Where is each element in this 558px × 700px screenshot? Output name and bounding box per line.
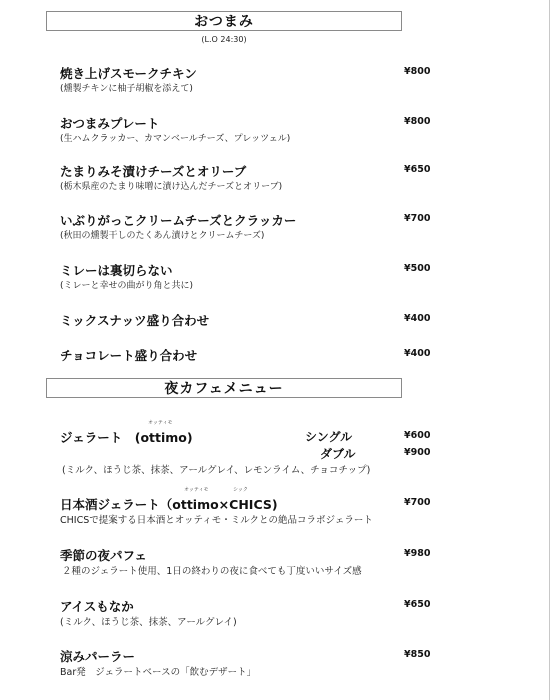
item-price: ¥800 — [404, 116, 431, 127]
ruby-chics: シック — [233, 487, 248, 493]
item-description: Bar発 ジェラートベースの「飲むデザート」 — [60, 667, 257, 678]
ruby-ottimo: オッティモ — [148, 420, 173, 426]
item-price: ¥980 — [404, 548, 431, 559]
item-price: ¥700 — [404, 497, 431, 508]
item-price: ¥400 — [404, 313, 431, 324]
item-name: 季節の夜パフェ — [60, 548, 147, 563]
item-description: (秋田の燻製干しのたくあん漬けとクリームチーズ) — [60, 231, 265, 241]
section-title: 夜カフェメニュー — [164, 381, 284, 397]
item-price: ¥850 — [404, 649, 431, 660]
item-name: たまりみそ漬けチーズとオリーブ — [60, 164, 247, 179]
item-description: (生ハムクラッカー、カマンベールチーズ、プレッツェル) — [60, 134, 291, 144]
item-name: 焼き上げスモークチキン — [60, 66, 197, 81]
item-name: ジェラート (ottimo) — [60, 430, 193, 445]
item-description: ２種のジェラート使用、1日の終わりの夜に食べても丁度いいサイズ感 — [62, 566, 362, 577]
item-description: CHICSで提案する日本酒とオッティモ・ミルクとの絶品コラボジェラート — [60, 515, 373, 526]
item-name: 涼みパーラー — [60, 649, 136, 664]
size-label-single: シングル — [305, 430, 353, 444]
item-description: (燻製チキンに柚子胡椒を添えて) — [60, 84, 193, 94]
item-name: おつまみプレート — [60, 116, 160, 131]
item-price: ¥400 — [404, 348, 431, 359]
item-price: ¥650 — [404, 164, 431, 175]
item-name: いぶりがっこクリームチーズとクラッカー — [60, 213, 297, 228]
last-order-note: (L.O 24:30) — [201, 35, 247, 44]
item-description: (ミレーと幸せの曲がり角と共に) — [60, 281, 194, 291]
size-label-double: ダブル — [320, 447, 356, 461]
item-name: チョコレート盛り合わせ — [60, 348, 198, 363]
item-name: アイスもなか — [60, 599, 134, 614]
item-name: 日本酒ジェラート（ottimo×CHICS) — [60, 497, 278, 512]
page-edge-line — [549, 0, 550, 700]
item-name: ミックスナッツ盛り合わせ — [60, 313, 210, 328]
item-price: ¥700 — [404, 213, 431, 224]
section-header-snacks — [46, 11, 402, 31]
item-price: ¥650 — [404, 599, 431, 610]
section-header-cafe — [46, 378, 402, 398]
section-title: おつまみ — [194, 14, 254, 30]
item-description: (栃木県産のたまり味噌に漬け込んだチーズとオリーブ) — [60, 182, 283, 192]
item-price: ¥800 — [404, 66, 431, 77]
item-description: (ミルク、ほうじ茶、抹茶、アールグレイ、レモンライム、チョコチップ) — [62, 465, 371, 476]
item-price: ¥500 — [404, 263, 431, 274]
item-description: (ミルク、ほうじ茶、抹茶、アールグレイ) — [60, 617, 237, 628]
item-price-single: ¥600 — [404, 430, 431, 441]
item-name: ミレーは裏切らない — [60, 263, 173, 278]
ruby-ottimo: オッティモ — [184, 487, 209, 493]
item-price-double: ¥900 — [404, 447, 431, 458]
